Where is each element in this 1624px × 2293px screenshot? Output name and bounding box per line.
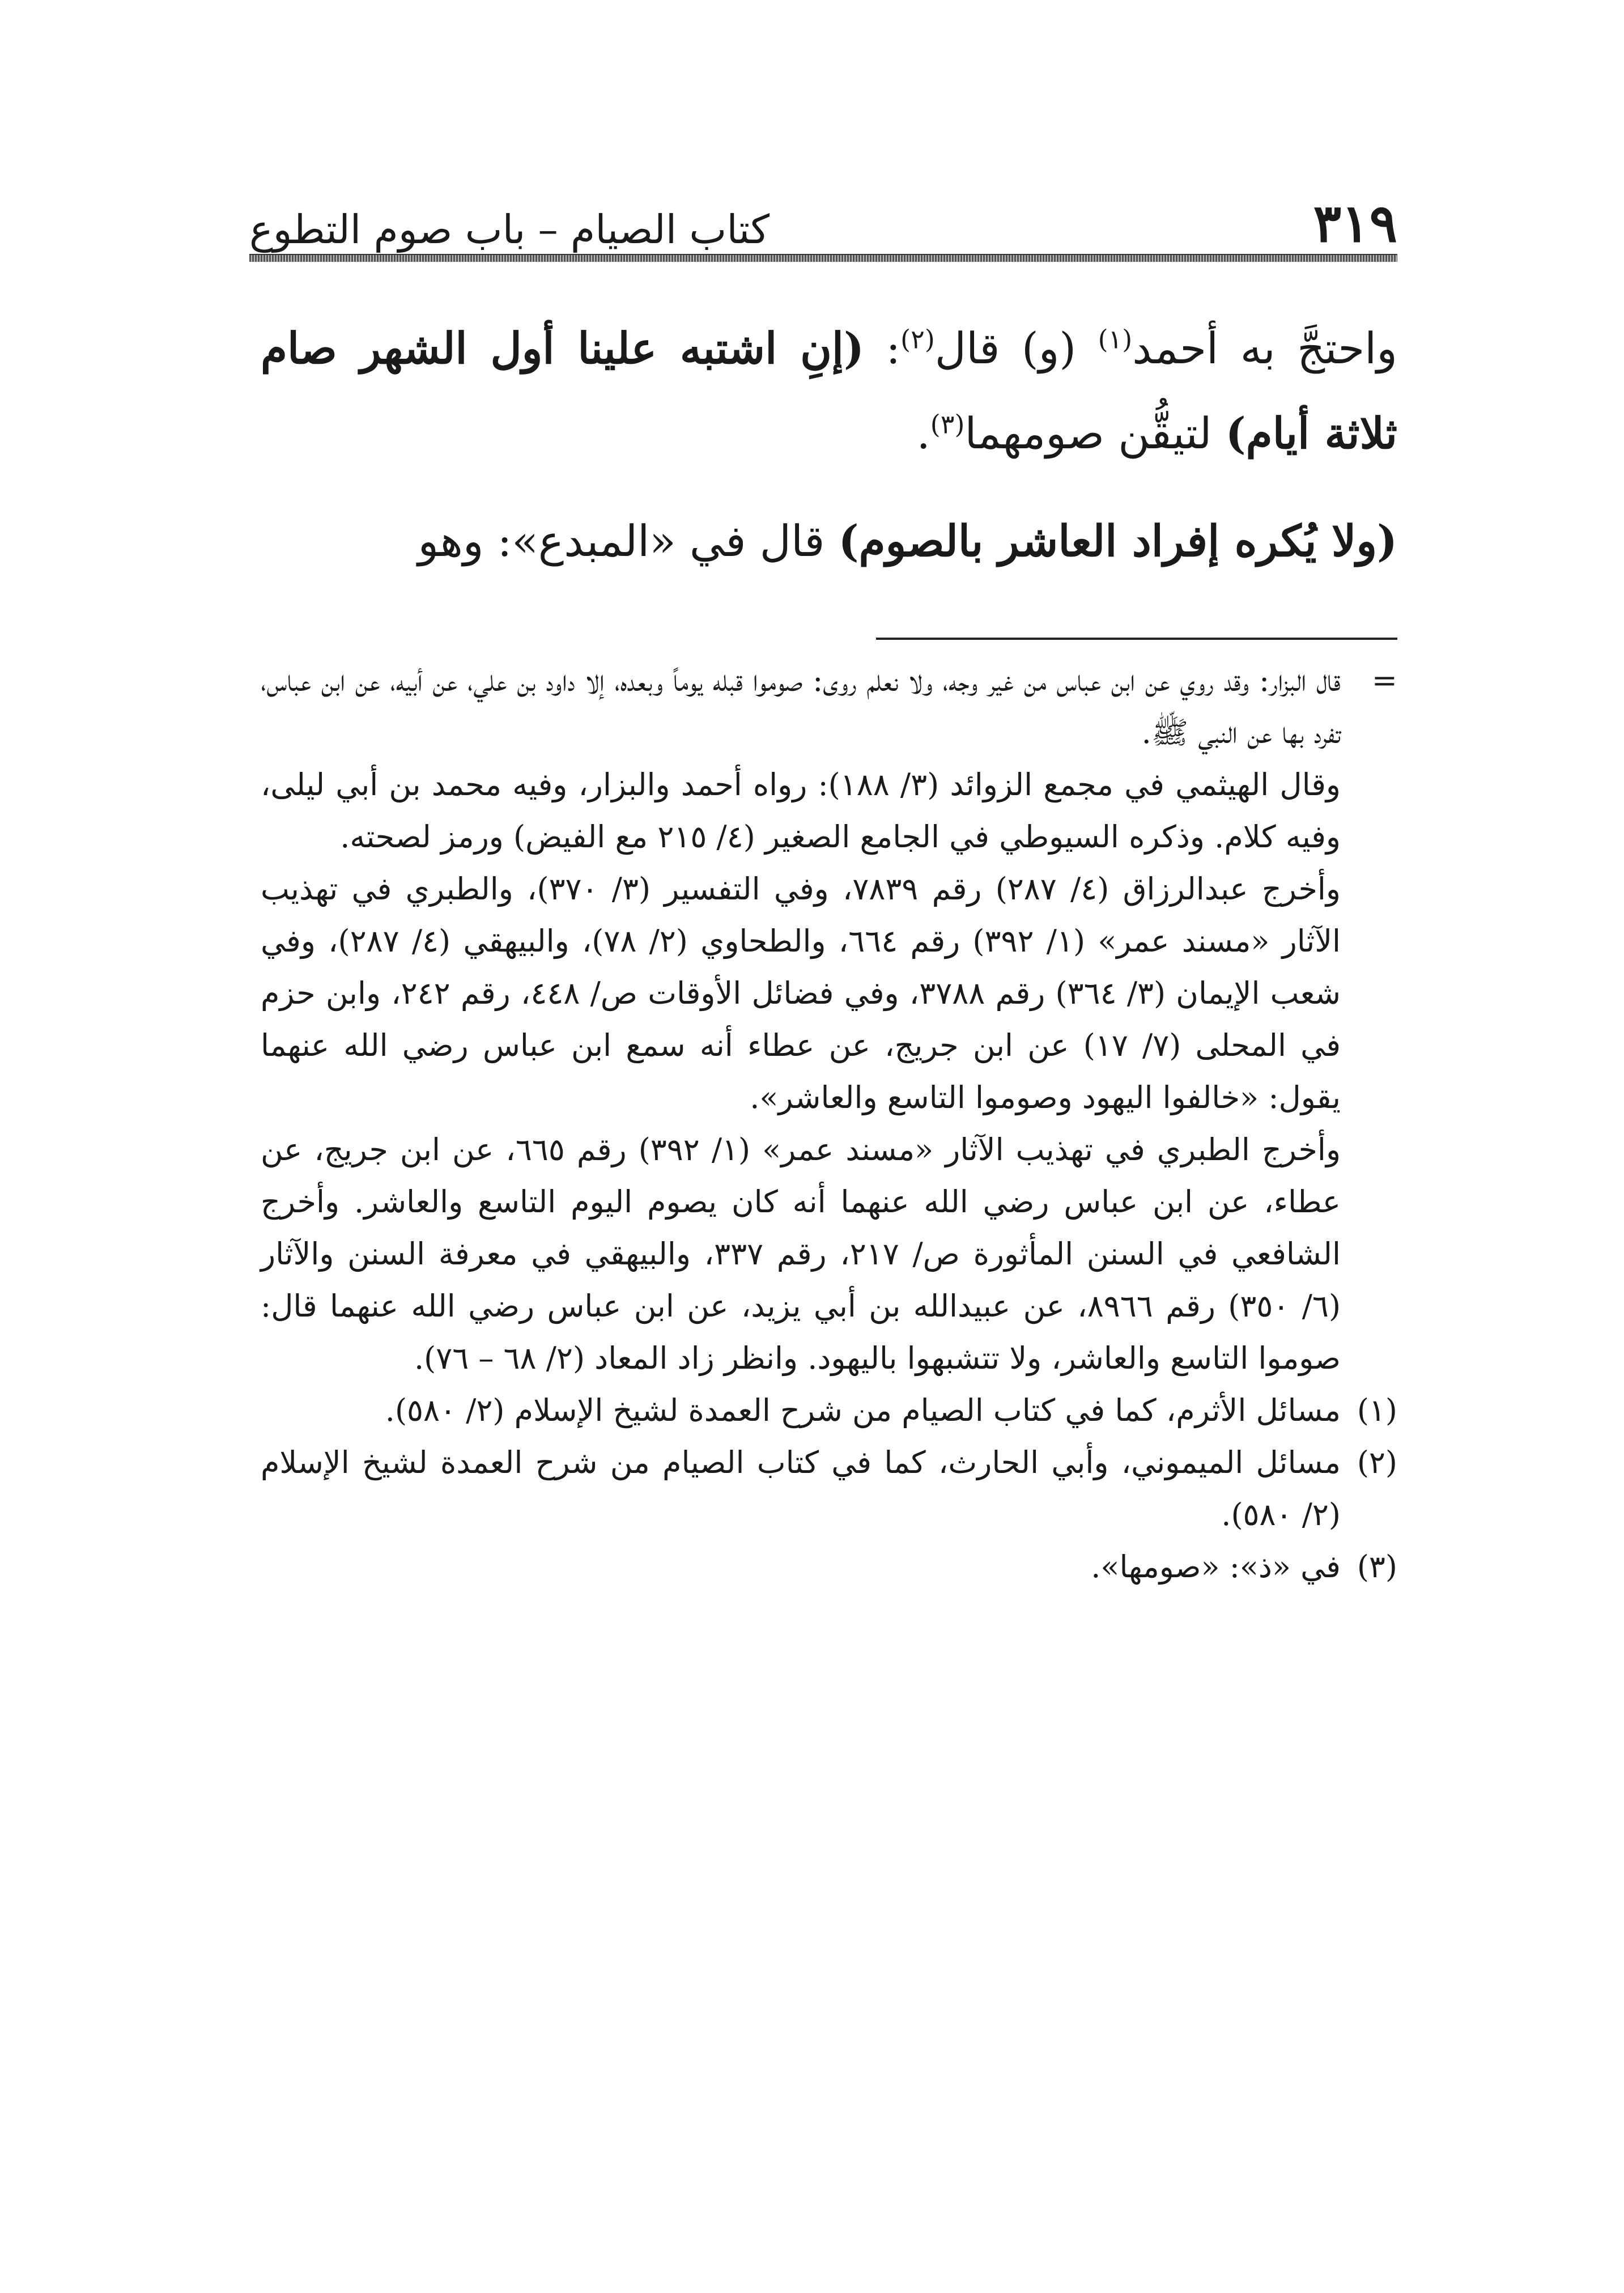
matn-quote: (إنِ اشتبه علينا أول الشهر صام ثلاثة أيام) <box>261 323 1397 458</box>
footnote-3 <box>261 1541 1397 1593</box>
footnote-1 <box>261 1385 1397 1437</box>
footnote-continued <box>261 655 1397 759</box>
matn-quote: (ولا يُكره إفراد العاشر بالصوم) <box>838 516 1397 566</box>
footnote-text: قال البزار: وقد روي عن ابن عباس من غير وجه، ولا نعلم روى: صوموا قبله يوماً وبعده، إلا داود بن علي، عن أبيه، عن ابن عباس، تفرد بها عن النبي ﷺ. <box>261 663 1341 750</box>
body-paragraph-1 <box>261 306 1397 476</box>
footnote-separator <box>876 638 1397 640</box>
footnotes <box>261 655 1397 1593</box>
text-run: (و) قال <box>934 323 1098 373</box>
footnote-ref-3[interactable]: (٣) <box>930 409 965 440</box>
text-run: : <box>864 323 901 373</box>
footnote-marker: (٣) <box>1357 1549 1397 1585</box>
footnote-ref-2[interactable]: (٢) <box>900 324 935 355</box>
footnote-marker: (١) <box>1357 1392 1397 1428</box>
continuation-marker: = <box>1371 663 1397 698</box>
header-divider <box>249 254 1397 262</box>
footnote-marker: (٢) <box>1357 1445 1397 1480</box>
footnote-continued: وقال الهيثمي في مجمع الزوائد (٣/ ١٨٨): رواه أحمد والبزار، وفيه محمد بن أبي ليلى، وفيه كلام. وذكره السيوطي في الجامع الصغير (٤/ ٢١٥ مع الفيض) ورمز لصحته. <box>261 767 1341 855</box>
text-run: . <box>916 408 930 458</box>
footnote-text: في «ذ»: «صومها». <box>1091 1549 1341 1585</box>
footnote-2 <box>261 1437 1397 1541</box>
text-run: لتيقُّن صومهما <box>964 408 1226 458</box>
footnote-text: مسائل الأثرم، كما في كتاب الصيام من شرح العمدة لشيخ الإسلام (٢/ ٥٨٠). <box>385 1392 1341 1428</box>
footnote-continued: وأخرج الطبري في تهذيب الآثار «مسند عمر» (١/ ٣٩٢) رقم ٦٦٥، عن ابن جريج، عن عطاء، عن ابن عباس رضي الله عنهما أنه كان يصوم اليوم التاسع والعاشر. وأخرج الشافعي في السنن المأثورة ص/ ٢١٧، رقم ٣٣٧، والبيهقي في معرفة السنن والآثار (٦/ ٣٥٠) رقم ٨٩٦٦، عن عبيدالله بن أبي يزيد، عن ابن عباس رضي الله عنهما قال: صوموا التاسع والعاشر، ولا تتشبهوا باليهود. وانظر زاد المعاد (٢/ ٦٨ – ٧٦). <box>261 1132 1341 1376</box>
footnote-continued: وأخرج عبدالرزاق (٤/ ٢٨٧) رقم ٧٨٣٩، وفي التفسير (٣/ ٣٧٠)، والطبري في تهذيب الآثار «مسند عمر» (١/ ٣٩٢) رقم ٦٦٤، والطحاوي (٢/ ٧٨)، والبيهقي (٤/ ٢٨٧)، وفي شعب الإيمان (٣/ ٣٦٤) رقم ٣٧٨٨، وفي فضائل الأوقات ص/ ٤٤٨، رقم ٢٤٢، وابن حزم في المحلى (٧/ ١٧) عن ابن جريج، عن عطاء أنه سمع ابن عباس رضي الله عنهما يقول: «خالفوا اليهود وصوموا التاسع والعاشر». <box>261 871 1341 1115</box>
page-number: ٣١٩ <box>1313 193 1397 254</box>
main-text <box>261 306 1397 584</box>
text-run: واحتجَّ به أحمد <box>1132 323 1397 373</box>
text-run: قال في «المبدع»: وهو <box>418 516 839 566</box>
page-header <box>249 187 1397 254</box>
running-title: كتاب الصيام – باب صوم التطوع <box>249 206 770 253</box>
body-paragraph-2 <box>261 499 1397 584</box>
footnote-ref-1[interactable]: (١) <box>1098 324 1133 355</box>
footnote-text: مسائل الميموني، وأبي الحارث، كما في كتاب الصيام من شرح العمدة لشيخ الإسلام (٢/ ٥٨٠). <box>261 1445 1341 1532</box>
